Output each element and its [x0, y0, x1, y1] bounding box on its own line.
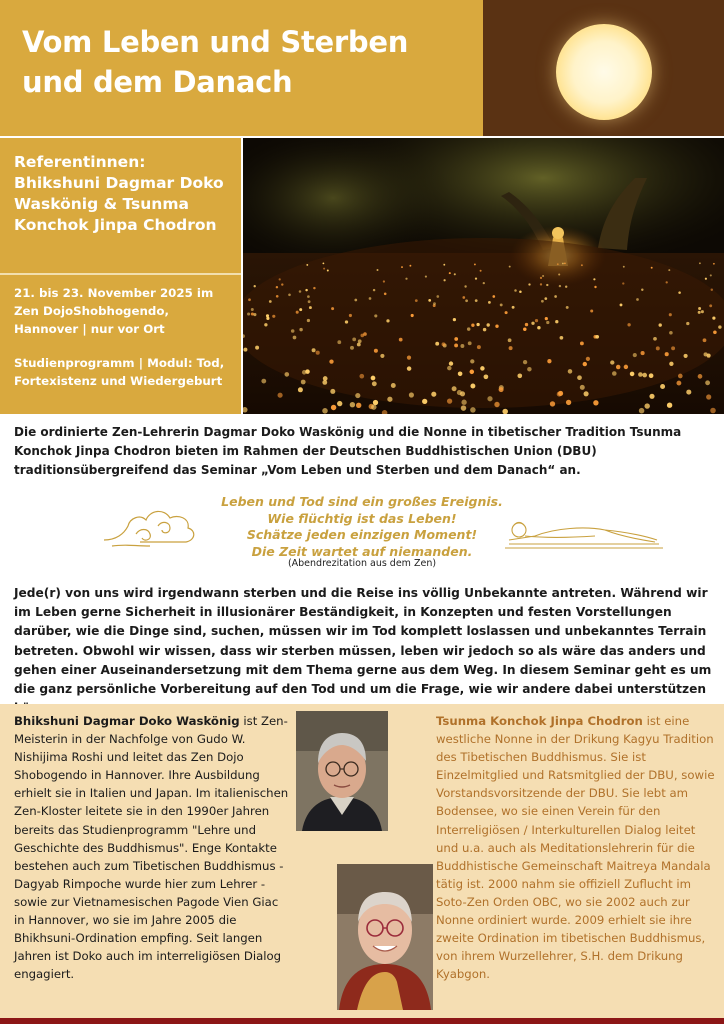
portrait-chodron	[337, 864, 433, 1010]
intro-paragraph: Die ordinierte Zen-Lehrerin Dagmar Doko Waskönig und die Nonne in tibetischer Tradition Tsunma Konchok Jinpa Chodron bieten im Rahmen der Deutschen Buddhistischen Union (DBU) traditionsübergreifend das Seminar „Vom Leben und Sterben und dem Danach“ an.	[14, 425, 682, 477]
reclining-buddha-icon	[505, 516, 663, 550]
portrait-doko	[296, 711, 388, 831]
portrait-doko-image	[296, 711, 388, 831]
quote-section	[0, 492, 724, 572]
portrait-chodron-image	[337, 864, 433, 1010]
seminar-description: Jede(r) von uns wird irgendwann sterben und die Reise ins völlig Unbekannte antreten. Während wir im Leben gerne Sicherheit in illusionärer Beständigkeit, in Konzepten und festen Vorstellungen darüber, wie die Dinge sind, suchen, müssen wir im Tod komplett loslassen und unbekanntes Terrain betreten. Obwohl wir wissen, dass wir sterben müssen, leben wir jedoch so als wäre das anders und gehen einer Auseinandersetzung mit dem Thema gerne aus dem Weg. In diesem Seminar geht es um die ganz persönliche Vorbereitung auf den Tod und um die Frage, wie wir andere dabei unterstützen	[14, 586, 712, 697]
speakers-heading: Referentinnen: Bhikshuni Dagmar Doko Waskönig & Tsunma Konchok Jinpa Chodron	[14, 153, 224, 234]
candlelight-buddha-photo	[243, 138, 724, 414]
event-dates: 21. bis 23. November 2025 im Zen DojoShobhogendo, Hannover | nur vor Ort	[14, 286, 214, 336]
bio-doko-name: Bhikshuni Dagmar Doko Waskönig	[14, 714, 240, 728]
sun-icon	[556, 24, 652, 120]
quote-line: Leben und Tod sind ein großes Ereignis.	[221, 494, 503, 509]
quote-source: (Abendrezitation aus dem Zen)	[287, 558, 437, 569]
cloud-ornament-icon	[100, 504, 204, 550]
page-title: Vom Leben und Sterben und dem Danach	[22, 25, 409, 99]
quote-line: Wie flüchtig ist das Leben!	[267, 510, 457, 526]
candle-scene-image	[243, 138, 724, 414]
panel-divider	[0, 273, 241, 275]
header	[0, 0, 724, 138]
footer-bar	[0, 1018, 724, 1024]
study-program: Studienprogramm | Modul: Tod, Fortexistenz und Wiedergeburt	[14, 356, 225, 388]
speaker-bios	[0, 704, 724, 1020]
bio-doko	[14, 712, 290, 983]
title-box	[0, 0, 483, 136]
bio-chodron	[436, 712, 718, 983]
bio-doko-text: ist Zen-Meisterin in der Nachfolge von Gudo W. Nishijima Roshi und leitet das Zen Dojo Shobogendo in Hannover. Ihre Ausbildung erhielt sie in Italien und Japan. Im italienischen Zen-Kloster leitete sie in den 1990er Jahren bereits das Studienprogramm "Lehre und Geschichte des Buddhismus". Enge Kontakte bestehen auch zum Tibetischen Buddhismus - Dagyab Rimpoche wurde hier zum Lehrer - sowie zur Vietnamesischen Pagode Vien Giac in Hannover, wo sie im Jahre 2005 die Bhikhsuni-Ordination empfing. Seit langen Jahren ist Doko auch im interreligiösen Dialog engagiert.	[14, 714, 289, 982]
quote-line: Schätze jeden einzigen Moment!	[246, 527, 478, 542]
info-panel	[0, 138, 241, 414]
quote-line: Die Zeit wartet auf niemanden.	[251, 543, 473, 559]
bio-chodron-text: ist eine westliche Nonne in der Drikung Kagyu Tradition des Tibetischen Buddhismus. Sie ist Einzelmitglied und Ratsmitglied der DBU, sowie Vorstandsvorsitzende der DBU. Sie lebt am Bodensee, wo sie einen Verein für den Interreligiösen / Interkulturellen Dialog leitet und u.a. auch als Meditationslehrerin für die Buddhistische Gemeinschaft Maitreya Mandala tätig ist. 2000 nahm sie offiziell Zuflucht im Soto-Zen Orden OBC, wo sie 2002 auch zur Nonne ordiniert wurde. 2009 erhielt sie ihre zweite Ordination im tibetischen Buddhismus, von ihrem Wurzellehrer, S.H. dem Drikung Kyabgon.	[436, 714, 715, 982]
bio-chodron-name: Tsunma Konchok Jinpa Chodron	[436, 714, 643, 728]
zen-quote	[190, 494, 534, 560]
